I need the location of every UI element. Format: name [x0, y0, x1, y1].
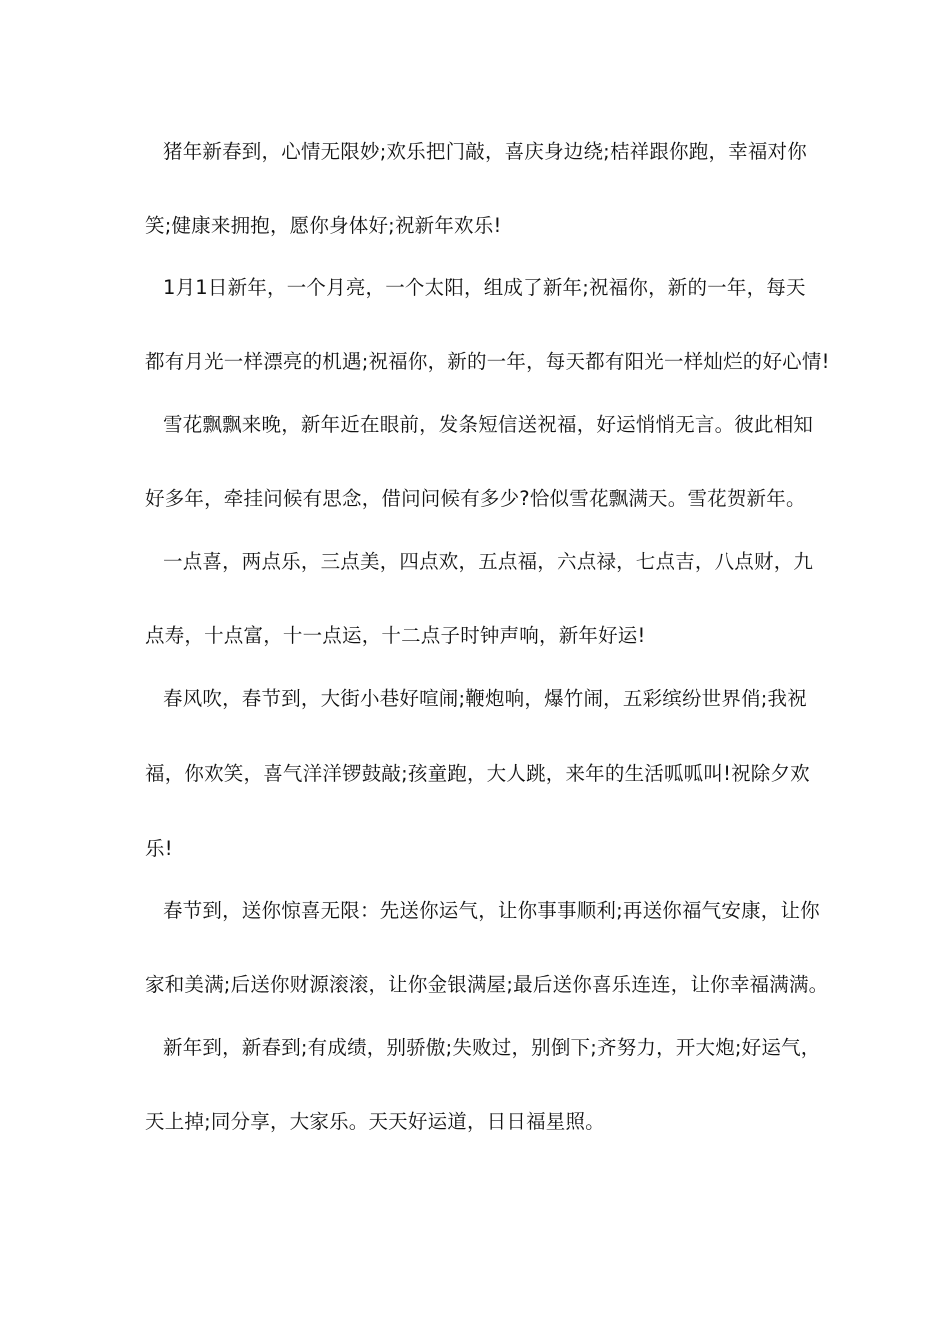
- paragraph-1-line-1: 猪年新春到，心情无限妙;欢乐把门敲，喜庆身边绕;桔祥跟你跑，幸福对你: [163, 140, 807, 163]
- paragraph-6-line-2: 家和美满;后送你财源滚滚，让你金银满屋;最后送你喜乐连连，让你幸福满满。: [145, 973, 829, 996]
- paragraph-5-line-2: 福，你欢笑，喜气洋洋锣鼓敲;孩童跑，大人跳，来年的生活呱呱叫!祝除夕欢: [145, 762, 810, 785]
- paragraph-3-line-1: 雪花飘飘来晚，新年近在眼前，发条短信送祝福，好运悄悄无言。彼此相知: [163, 413, 814, 436]
- paragraph-4-line-2: 点寿，十点富，十一点运，十二点子时钟声响，新年好运!: [145, 624, 646, 647]
- paragraph-6-line-1: 春节到，送你惊喜无限：先送你运气，让你事事顺利;再送你福气安康，让你: [163, 899, 820, 922]
- paragraph-2-line-2: 都有月光一样漂亮的机遇;祝福你，新的一年，每天都有阳光一样灿烂的好心情!: [145, 350, 830, 373]
- paragraph-7-line-2: 天上掉;同分享，大家乐。天天好运道，日日福星照。: [145, 1110, 605, 1133]
- paragraph-2-line-1: 1月1日新年，一个月亮，一个太阳，组成了新年;祝福你，新的一年，每天: [163, 276, 806, 299]
- paragraph-1-line-2: 笑;健康来拥抱，愿你身体好;祝新年欢乐!: [145, 214, 502, 237]
- paragraph-4-line-1: 一点喜，两点乐，三点美，四点欢，五点福，六点禄，七点吉，八点财，九: [163, 550, 814, 573]
- paragraph-5-line-1: 春风吹，春节到，大街小巷好喧闹;鞭炮响，爆竹闹，五彩缤纷世界俏;我祝: [163, 687, 807, 710]
- paragraph-5-line-3: 乐!: [145, 837, 173, 860]
- paragraph-3-line-2: 好多年，牵挂问候有思念，借问问候有多少?恰似雪花飘满天。雪花贺新年。: [145, 487, 806, 510]
- paragraph-7-line-1: 新年到，新春到;有成绩，别骄傲;失败过，别倒下;齐努力，开大炮;好运气，: [163, 1036, 821, 1059]
